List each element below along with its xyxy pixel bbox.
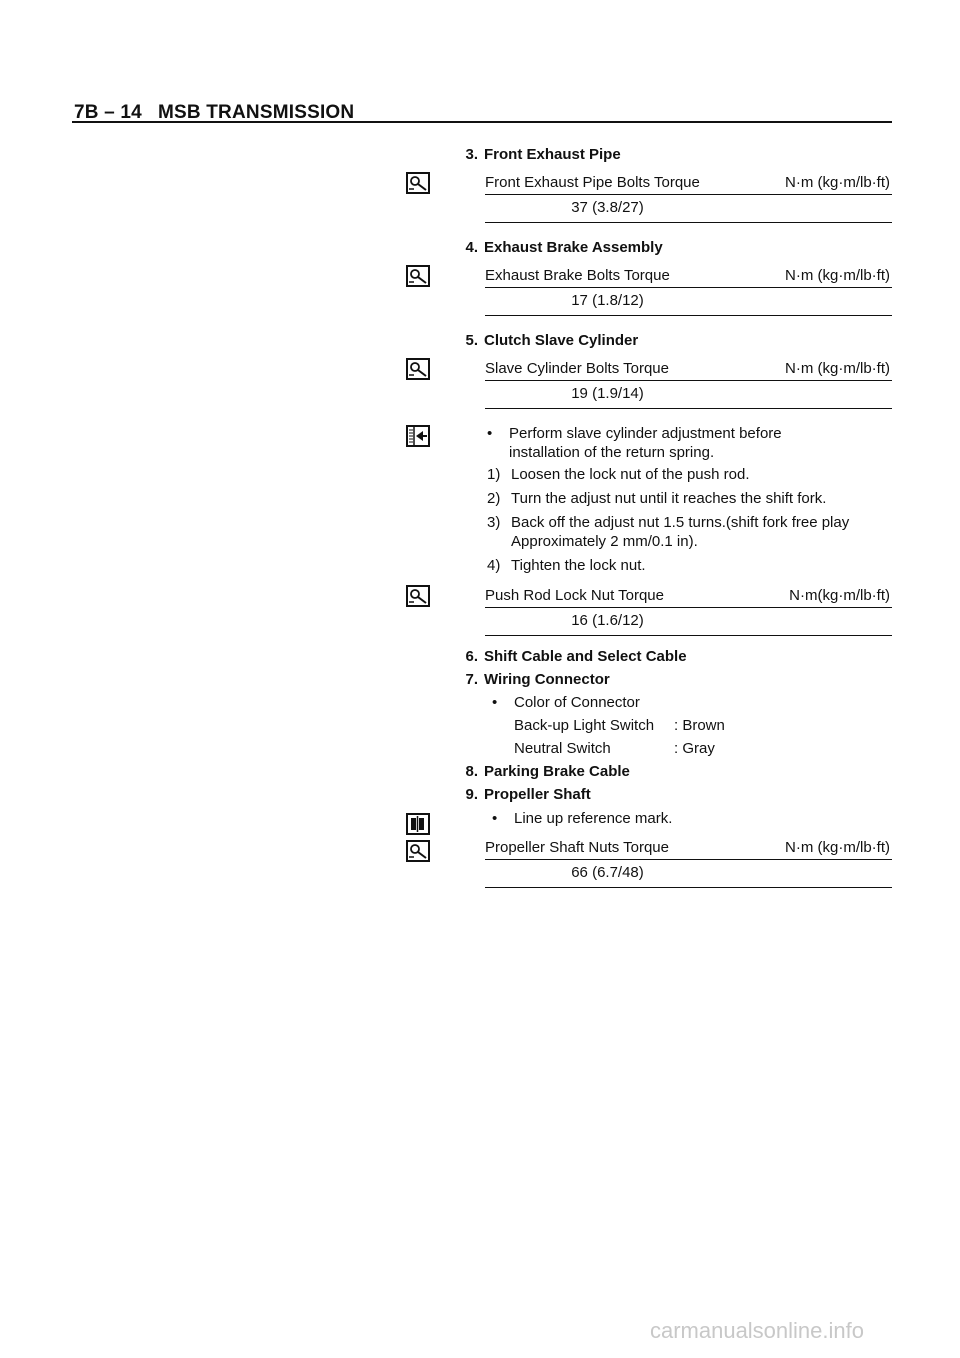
substep-2: 2) Turn the adjust nut until it reaches the shift fork.	[487, 490, 827, 507]
substep-1: 1) Loosen the lock nut of the push rod.	[487, 466, 750, 483]
wiring-row-neutral: Neutral Switch : Gray	[514, 740, 715, 757]
torque-unit: N·m (kg·m/lb·ft)	[785, 839, 890, 856]
step-title: Shift Cable and Select Cable	[484, 648, 687, 665]
step-5: 5. Clutch Slave Cylinder	[465, 332, 639, 349]
torque-label: Exhaust Brake Bolts Torque	[485, 267, 670, 284]
step-title: Wiring Connector	[484, 671, 610, 688]
step-title: Front Exhaust Pipe	[484, 146, 621, 163]
step-9: 9. Propeller Shaft	[465, 786, 591, 803]
step-6: 6. Shift Cable and Select Cable	[465, 648, 687, 665]
substep-3-cont: Approximately 2 mm/0.1 in).	[511, 533, 698, 550]
adjustment-bullet: • Perform slave cylinder adjustment before	[487, 425, 782, 442]
header-rule	[72, 121, 892, 123]
torque-wrench-icon	[406, 265, 430, 287]
step-3: 3. Front Exhaust Pipe	[465, 146, 621, 163]
adjustment-icon	[406, 425, 430, 447]
section-title: MSB TRANSMISSION	[157, 102, 355, 123]
torque-wrench-icon	[406, 358, 430, 380]
torque-wrench-icon	[406, 585, 430, 607]
torque-spec-propeller	[485, 839, 892, 888]
wiring-bullet: • Color of Connector	[492, 694, 640, 711]
torque-label: Slave Cylinder Bolts Torque	[485, 360, 669, 377]
substep-3: 3) Back off the adjust nut 1.5 turns.(shift fork free play	[487, 514, 850, 531]
reference-mark-icon	[406, 813, 430, 835]
torque-value: 66 (6.7/48)	[571, 864, 644, 881]
wiring-row-backup: Back-up Light Switch : Brown	[514, 717, 725, 734]
step-title: Clutch Slave Cylinder	[484, 332, 639, 349]
torque-value: 16 (1.6/12)	[571, 612, 644, 629]
torque-value: 17 (1.8/12)	[571, 292, 644, 309]
propeller-bullet: • Line up reference mark.	[492, 810, 673, 827]
step-title: Parking Brake Cable	[484, 763, 630, 780]
torque-value: 37 (3.8/27)	[571, 199, 644, 216]
torque-unit: N·m (kg·m/lb·ft)	[785, 174, 890, 191]
torque-wrench-icon	[406, 840, 430, 862]
step-7: 7. Wiring Connector	[465, 671, 610, 688]
substep-4: 4) Tighten the lock nut.	[487, 557, 646, 574]
torque-unit: N·m (kg·m/lb·ft)	[785, 360, 890, 377]
watermark: carmanualsonline.info	[649, 1318, 864, 1343]
torque-label: Push Rod Lock Nut Torque	[485, 587, 664, 604]
torque-value: 19 (1.9/14)	[571, 385, 644, 402]
torque-label: Front Exhaust Pipe Bolts Torque	[485, 174, 700, 191]
torque-spec-slave-cylinder	[485, 360, 892, 409]
step-title: Exhaust Brake Assembly	[484, 239, 663, 256]
step-title: Propeller Shaft	[484, 786, 591, 803]
torque-label: Propeller Shaft Nuts Torque	[485, 839, 669, 856]
step-4: 4. Exhaust Brake Assembly	[465, 239, 663, 256]
torque-wrench-icon	[406, 172, 430, 194]
adjustment-bullet-cont: installation of the return spring.	[509, 444, 715, 461]
page-code: 7B – 14	[74, 102, 142, 123]
torque-spec-exhaust-brake	[485, 267, 892, 316]
torque-spec-push-rod	[485, 587, 892, 636]
torque-spec-front-exhaust	[485, 174, 892, 223]
torque-unit: N·m (kg·m/lb·ft)	[785, 267, 890, 284]
step-8: 8. Parking Brake Cable	[465, 763, 630, 780]
torque-unit: N·m(kg·m/lb·ft)	[789, 587, 890, 604]
